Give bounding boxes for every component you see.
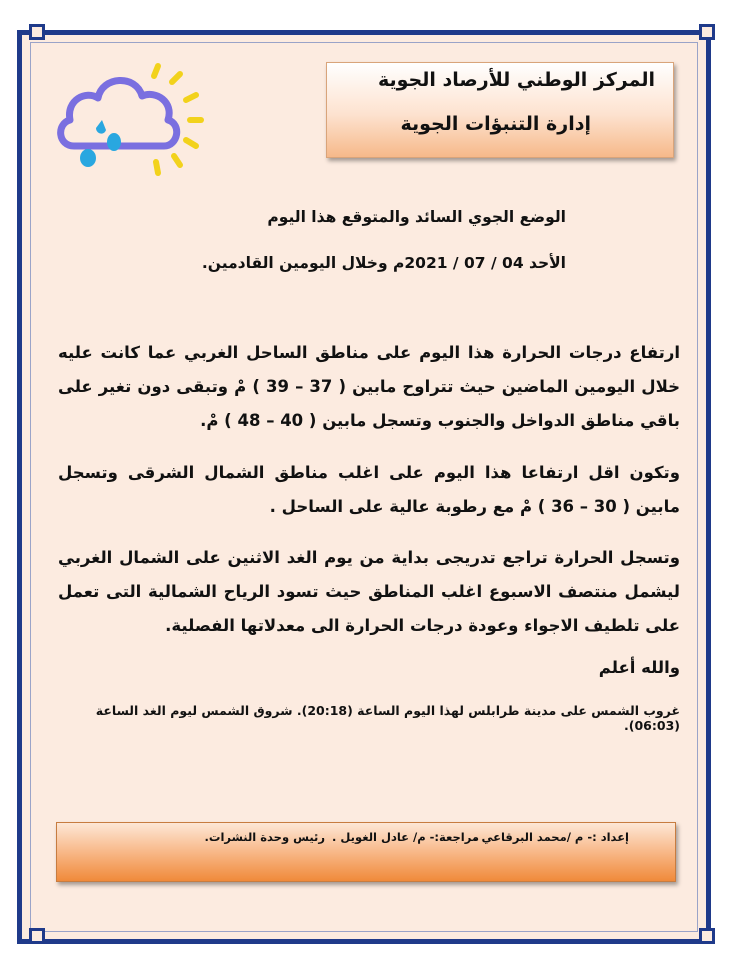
forecast-paragraph-1: ارتفاع درجات الحرارة هذا اليوم على مناطق الساحل الغربي عما كانت عليه خلال اليومين الماضين حيث تتراوح مابين ( 37 – 39 ) مْ وتبقى دون تغير على باقي مناطق الدواخل والجنوب وتسجل مابين ( 40 – 48 ) مْ. xyxy=(58,343,681,430)
bulletin-date: الأحد 04 / 07 / 2021م وخلال اليومين القادمين. xyxy=(201,254,566,272)
prepared-by: إعداد :- م /محمد البرقاعي . xyxy=(473,830,629,844)
sun-times-note: غروب الشمس على مدينة طرابلس لهذا اليوم الساعة (20:18). شروق الشمس ليوم الغد الساعة (06:03). xyxy=(95,703,680,733)
closing-line: والله أعلم xyxy=(598,658,680,677)
header-box xyxy=(326,62,674,158)
department-name: إدارة التنبؤات الجوية xyxy=(400,113,591,135)
unit-head: رئيس وحدة النشرات. xyxy=(204,830,325,844)
forecast-paragraph-2: وتكون اقل ارتفاعا هذا اليوم على اغلب مناطق الشمال الشرقى وتسجل مابين ( 30 – 36 ) مْ مع رطوبة عالية على الساحل . xyxy=(58,463,680,516)
frame-corner xyxy=(29,24,45,40)
frame-corner xyxy=(29,928,45,944)
bulletin-title: الوضع الجوي السائد والمتوقع هذا اليوم xyxy=(267,208,566,226)
rain-cloud-sun-icon xyxy=(52,62,222,182)
center-name: المركز الوطني للأرصاد الجوية xyxy=(377,69,655,91)
frame-corner xyxy=(699,24,715,40)
footer-box xyxy=(56,822,676,882)
frame-corner xyxy=(699,928,715,944)
forecast-paragraph-3: وتسجل الحرارة تراجع تدريجى بداية من يوم الغد الاثنين على الشمال الغربي ليشمل منتصف الاسبوع اغلب المناطق حيث تسود الرياح الشمالية التى تعمل على تلطيف الاجواء وعودة درجات الحرارة الى معدلاتها الفصلية. xyxy=(58,548,680,635)
reviewed-by: مراجعة:- م/ عادل الغويل . xyxy=(332,830,479,844)
